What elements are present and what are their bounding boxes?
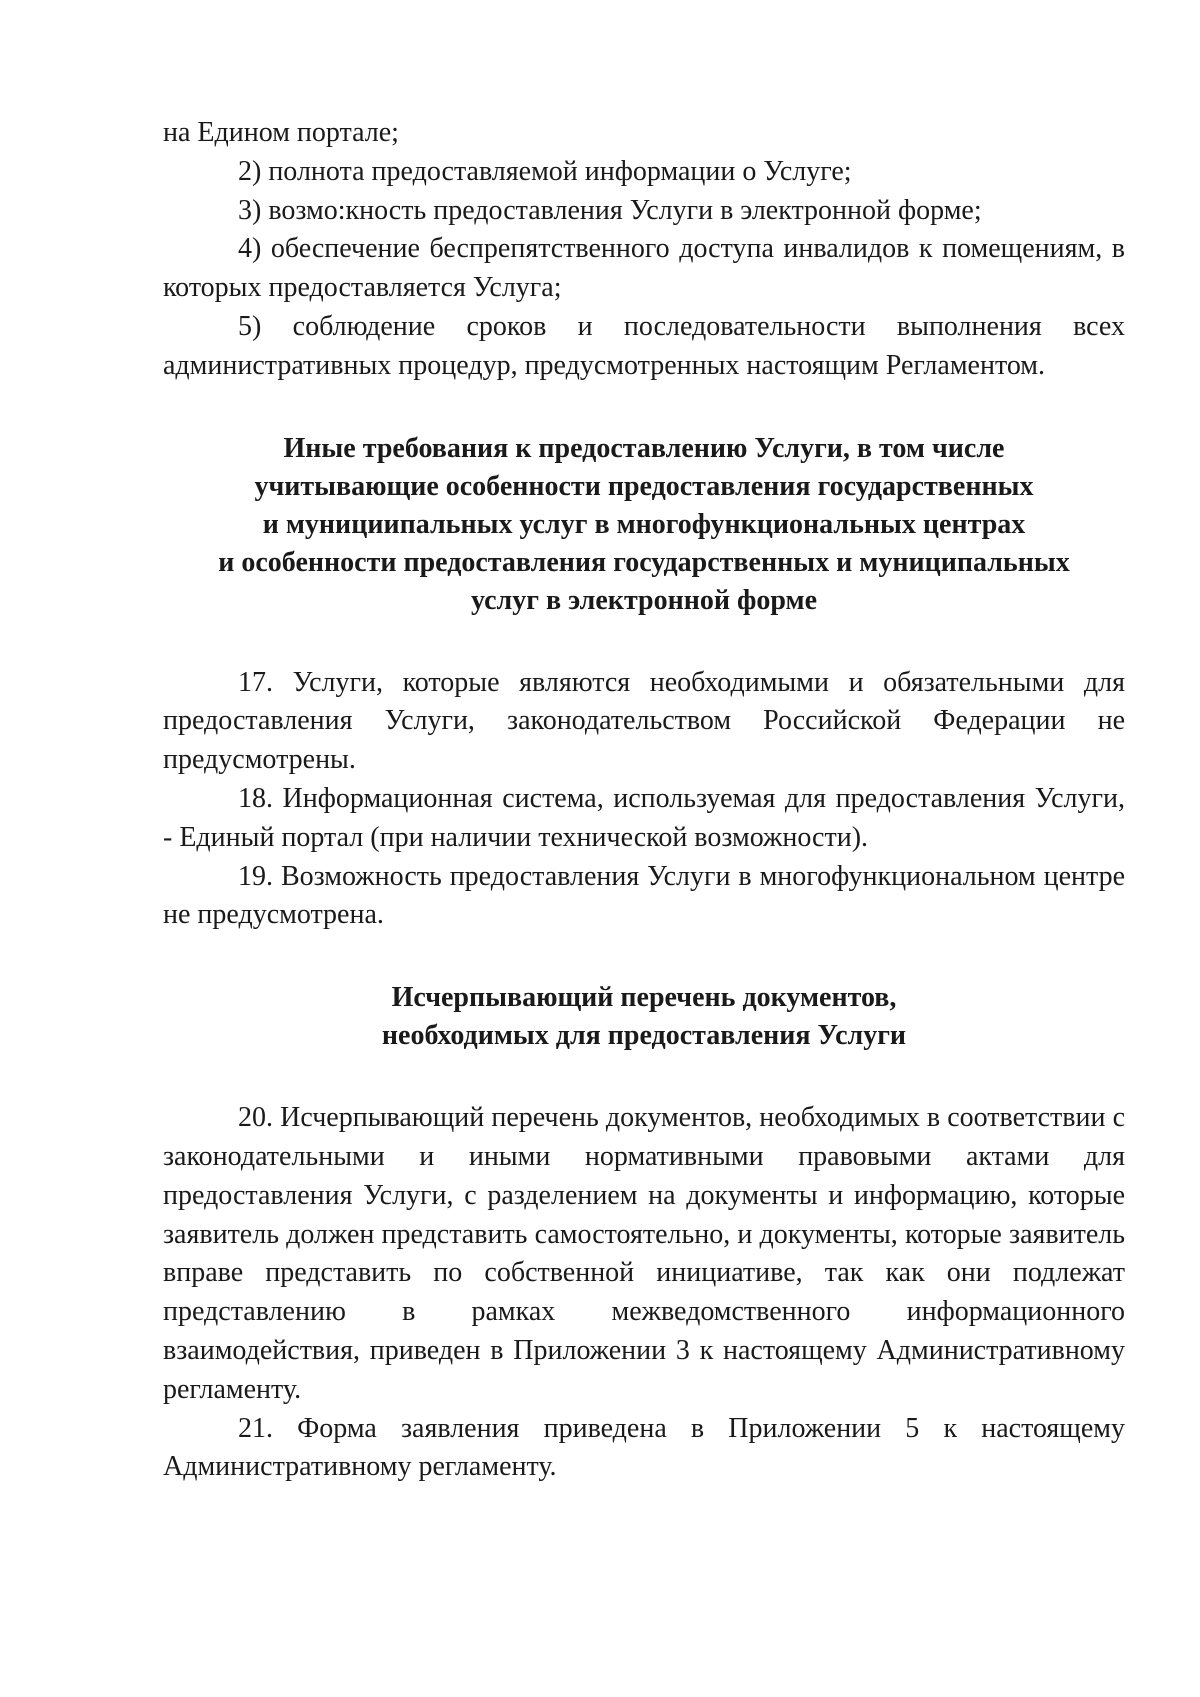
heading-line: учитывающие особенности предоставления государственных <box>254 470 1034 502</box>
list-item-4: 4) обеспечение беспрепятственного доступа инвалидов к помещениям, в которых предоставляется Услуга; <box>163 233 1125 304</box>
paragraph-continuation: на Едином портале; <box>163 117 399 148</box>
heading-line: Исчерпывающий перечень документов, <box>391 982 897 1014</box>
heading-line: услуг в электронной форме <box>470 584 818 616</box>
section-heading-documents-list <box>163 979 1125 1055</box>
heading-line: и особенности предоставления государственных и муниципальных <box>218 546 1070 578</box>
heading-line: Иные требования к предоставлению Услуги, в том числе <box>283 432 1005 464</box>
paragraph-18: 18. Информационная система, используемая для предоставления Услуги, - Единый портал (при наличии технической возможности). <box>163 782 1125 853</box>
heading-line: и мунициипальных услуг в многофункциональных центрах <box>262 508 1026 540</box>
document-body <box>163 114 1125 1487</box>
paragraph-20: 20. Исчерпывающий перечень документов, необходимых в соответствии с законодательными и иными нормативными правовыми актами для предоставления Услуги, с разделением на документы и информацию, которые заявитель должен представить самостоятельно, и документы, которые заявитель вправе представить по собственной инициативе, так как они подлежат представлению в рамках межведомственного информационного взаимодействия, приведен в Приложении 3 к настоящему Административному регламенту. <box>163 1102 1125 1405</box>
list-item-2: 2) полнота предоставляемой информации о Услуге; <box>238 155 852 187</box>
paragraph-21: 21. Форма заявления приведена в Приложении 5 к настоящему Административному регламенту. <box>163 1412 1125 1483</box>
paragraph-17: 17. Услуги, которые являются необходимыми и обязательными для предоставления Услуги, законодательством Российской Федерации не предусмотрены. <box>163 666 1125 776</box>
section-heading-other-requirements <box>163 430 1125 620</box>
list-item-5: 5) соблюдение сроков и последовательности выполнения всех административных процедур, предусмотренных настоящим Регламентом. <box>163 310 1125 381</box>
list-item-3: 3) возмо:кность предоставления Услуги в электронной форме; <box>238 194 982 226</box>
paragraph-19: 19. Возможность предоставления Услуги в многофункциональном центре не предусмотрена. <box>163 860 1125 931</box>
heading-line: необходимых для предоставления Услуги <box>381 1020 907 1052</box>
